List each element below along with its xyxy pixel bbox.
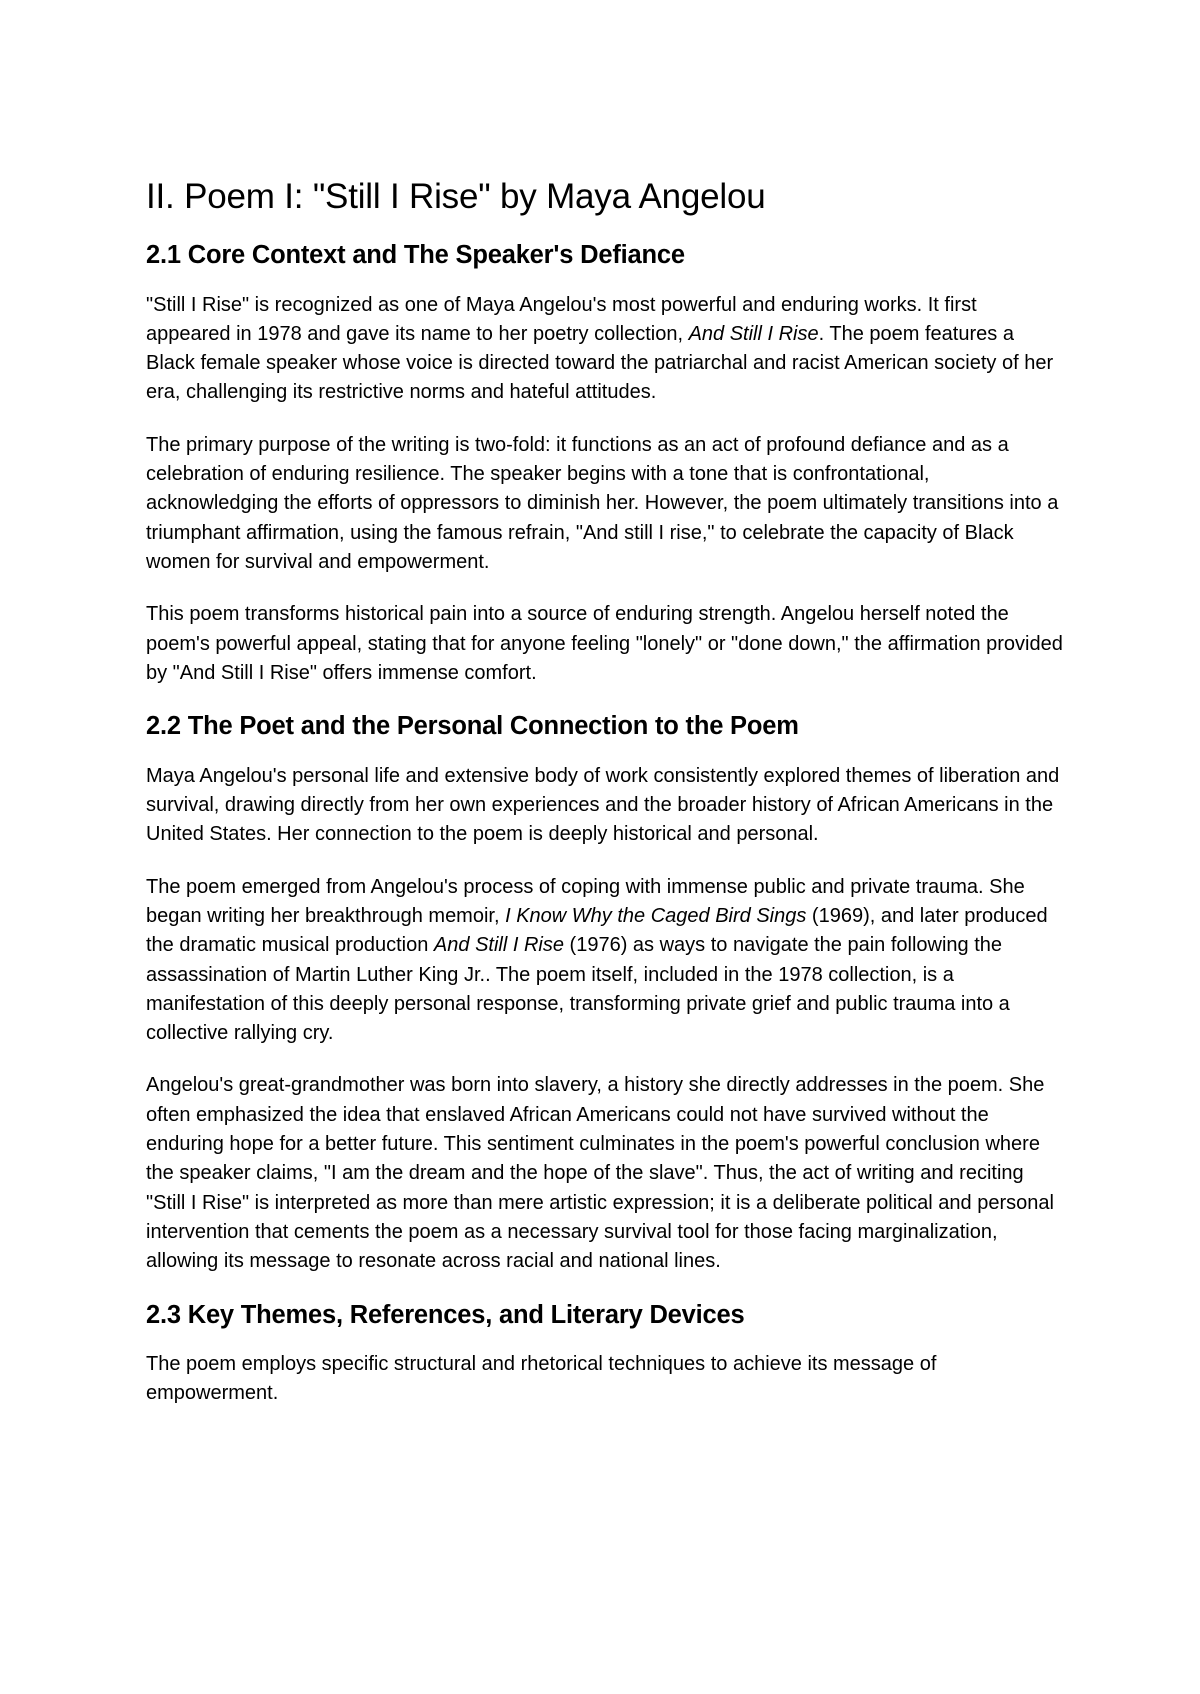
paragraph-2-2-2 [146,873,1066,1049]
document-body [146,176,1066,1432]
subsection-heading-2-1: 2.1 Core Context and The Speaker's Defiance [146,241,685,269]
paragraph-text: "Still I Rise" is recognized as one of Maya Angelou's most powerful and enduring works. It first appeared in 1978 and gave its name to her poetry collection, [146,293,977,345]
subsection-heading-2-2: 2.2 The Poet and the Personal Connection to the Poem [146,712,799,741]
paragraph-2-3-1: The poem employs specific structural and rhetorical techniques to achieve its message of empowerment. [146,1353,937,1405]
paragraph-text: (1976) as ways to navigate the pain following the assassination of Martin Luther King Jr.. The poem itself, included in the 1978 collection, is a manifestation of this deeply personal response, transforming private grief and public trauma into a collective rallying cry. [146,934,1010,1045]
paragraph-2-2-1: Maya Angelou's personal life and extensive body of work consistently explored themes of liberation and survival, drawing directly from her own experiences and the broader history of African Americans in the United States. Her connection to the poem is deeply historical and personal. [146,764,1060,846]
paragraph-text: The poem emerged from Angelou's process of coping with immense public and private trauma. She began writing her breakthrough memoir, [146,875,1025,927]
paragraph-2-1-2: The primary purpose of the writing is two-fold: it functions as an act of profound defiance and as a celebration of enduring resilience. The speaker begins with a tone that is confrontational, acknowledging the efforts of oppressors to diminish her. However, the poem ultimately transitions into a triumphant affirmation, using the famous refrain, "And still I rise," to celebrate the capacity of Black women for survival and empowerment. [146,433,1059,573]
section-title: II. Poem I: "Still I Rise" by Maya Angelou [146,177,766,216]
subsection-heading-2-3: 2.3 Key Themes, References, and Literary Devices [146,1300,745,1329]
paragraph-text: (1969), and later produced the dramatic musical production [146,904,1048,957]
paragraph-2-1-3: This poem transforms historical pain into a source of enduring strength. Angelou herself noted the poem's powerful appeal, stating that for anyone feeling "lonely" or "done down," the affirmation provided by "And Still I Rise" offers immense comfort. [146,603,1063,684]
italic-title: And Still I Rise [688,322,819,345]
italic-title: I Know Why the Caged Bird Sings [505,904,807,927]
italic-title: And Still I Rise [433,934,564,957]
paragraph-2-1-1 [146,291,1066,408]
paragraph-text: . The poem features a Black female speaker whose voice is directed toward the patriarchal and racist American society of her era, challenging its restrictive norms and hateful attitudes. [146,322,1054,404]
paragraph-2-2-3: Angelou's great-grandmother was born into slavery, a history she directly addresses in the poem. She often emphasized the idea that enslaved African Americans could not have survived without the enduring hope for a better future. This sentiment culminates in the poem's powerful conclusion where the speaker claims, "I am the dream and the hope of the slave". Thus, the act of writing and reciting "Still I Rise" is interpreted as more than mere artistic expression; it is a deliberate political and personal intervention that cements the poem as a necessary survival tool for those facing marginalization, allowing its message to resonate across racial and national lines. [146,1074,1054,1273]
